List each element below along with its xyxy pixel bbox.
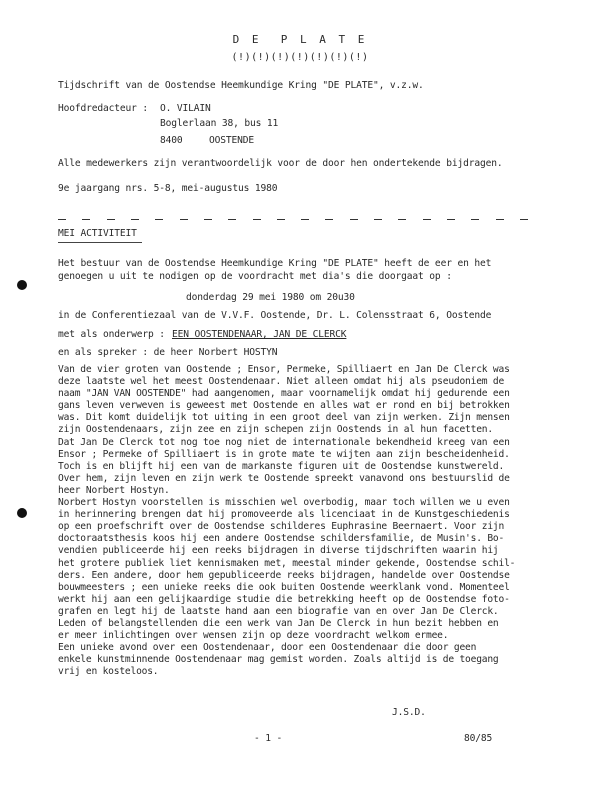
body-line: doctoraatsthesis koos hij een andere Oostendse schildersfamilie, de Musin's. Bo- [58,533,505,545]
body-line: in herinnering brengen dat hij promoveerde als licenciaat in de Kunstgeschiedenis [58,509,510,521]
body-line: op een proefschrift over de Oostendse schilderes Euphrasine Beernaert. Voor zijn [58,521,505,533]
editor-label: Hoofdredacteur : [58,103,149,114]
body-line: grafen en legt hij de laatste hand aan een biografie van en over Jan De Clerck. [58,605,499,617]
address-city: OOSTENDE [209,135,255,146]
body-line: werkt hij aan een gelijkaardige studie die betrekking heeft op de Oostendse foto- [58,593,510,605]
body-line: Norbert Hostyn voorstellen is misschien wel overbodig, maar toch willen we u even [58,497,510,509]
body-text [58,364,558,678]
body-line: Over hem, zijn leven en zijn werk te Oostende spreekt vanavond ons bestuurslid de [58,472,510,484]
dashed-separator [58,213,528,220]
page-reference: 80/85 [464,733,493,744]
heading-underline [58,242,142,243]
intro-line-2: genoegen u uit te nodigen op de voordracht met dia's die doorgaat op : [58,271,452,282]
body-line: Ensor ; Permeke of Spilliaert is in grote mate te wijten aan zijn bescheidenheid. [58,448,510,460]
event-venue: in de Conferentiezaal van de V.V.F. Oostende, Dr. L. Colensstraat 6, Oostende [58,310,492,321]
body-line: deze laatste wel het meest Oostendenaar. Niet alleen omdat hij als pseudoniem de [58,376,505,388]
punch-hole-bottom [17,508,27,518]
address-street: Boglerlaan 38, bus 11 [160,118,279,129]
intro-line-1: Het bestuur van de Oostendse Heemkundige Kring "DE PLATE" heeft de eer en het [58,258,492,269]
masthead-logo-row: (!)(!)(!)(!)(!)(!)(!) [231,52,369,63]
body-line: naam "JAN VAN OOSTENDE" had aangenomen, maar voornamelijk omdat hij gedurende een [58,388,510,400]
body-line: er meer inlichtingen over wensen zijn op deze voordracht welkom ermee. [58,630,449,642]
signature: J.S.D. [392,707,426,718]
masthead-title: D E P L A T E [232,33,368,46]
page-number: - 1 - [254,733,283,744]
body-line: gans leven verweven is geweest met Oostende en alles wat er rond en bij betrokken [58,400,510,412]
body-line: zijn Oostendenaars, zijn zee en zijn schepen zijn Oostends in al hun facetten. [58,424,493,436]
journal-line: Tijdschrift van de Oostendse Heemkundige Kring "DE PLATE", v.z.w. [58,80,424,91]
lecture-subject: EEN OOSTENDENAAR, JAN DE CLERCK [172,329,347,340]
body-line: Leden of belangstellenden die een werk van Jan De Clerck in hun bezit hebben en [58,617,499,629]
punch-hole-top [17,280,27,290]
body-line: heer Norbert Hostyn. [58,484,170,496]
editor-name: O. VILAIN [160,103,211,114]
body-line: Van de vier groten van Oostende ; Ensor, Permeke, Spilliaert en Jan De Clerck was [58,364,510,375]
body-line: Een unieke avond over een Oostendenaar, door een Oostendenaar die door geen [58,642,477,654]
body-line: vrij en kosteloos. [58,666,159,678]
body-line: Dat Jan De Clerck tot nog toe nog niet de internationale bekendheid kreeg van een [58,436,510,448]
speaker-line: en als spreker : de heer Norbert HOSTYN [58,347,278,358]
issue-line: 9e jaargang nrs. 5-8, mei-augustus 1980 [58,183,278,194]
body-line: enkele kunstminnende Oostendenaar mag gemist worden. Zoals altijd is de toegang [58,654,499,666]
body-line: het grotere publiek liet kennismaken met, meestal minder gekende, Oostendse schil- [58,557,516,569]
address-zip: 8400 [160,135,183,146]
section-heading: MEI ACTIVITEIT [58,228,137,239]
subject-label: met als onderwerp : [58,329,165,340]
body-line: Toch is en blijft hij een van de markanste figuren uit de Oostendse kunstwereld. [58,460,505,472]
body-line: bouwmeesters ; een unieke reeks die ook buiten Oostende weerklank vond. Momenteel [58,581,510,593]
body-line: ders. Een andere, door hem gepubliceerde reeks bijdragen, handelde over Oostendse [58,569,510,581]
body-line: was. Dit komt duidelijk tot uiting in een groot deel van zijn werken. Zijn mensen [58,412,510,424]
body-line: vendien publiceerde hij een reeks bijdragen in diverse tijdschriften waarin hij [58,545,499,557]
event-date: donderdag 29 mei 1980 om 20u30 [186,292,355,303]
responsibility-note: Alle medewerkers zijn verantwoordelijk voor de door hen ondertekende bijdragen. [58,158,503,169]
